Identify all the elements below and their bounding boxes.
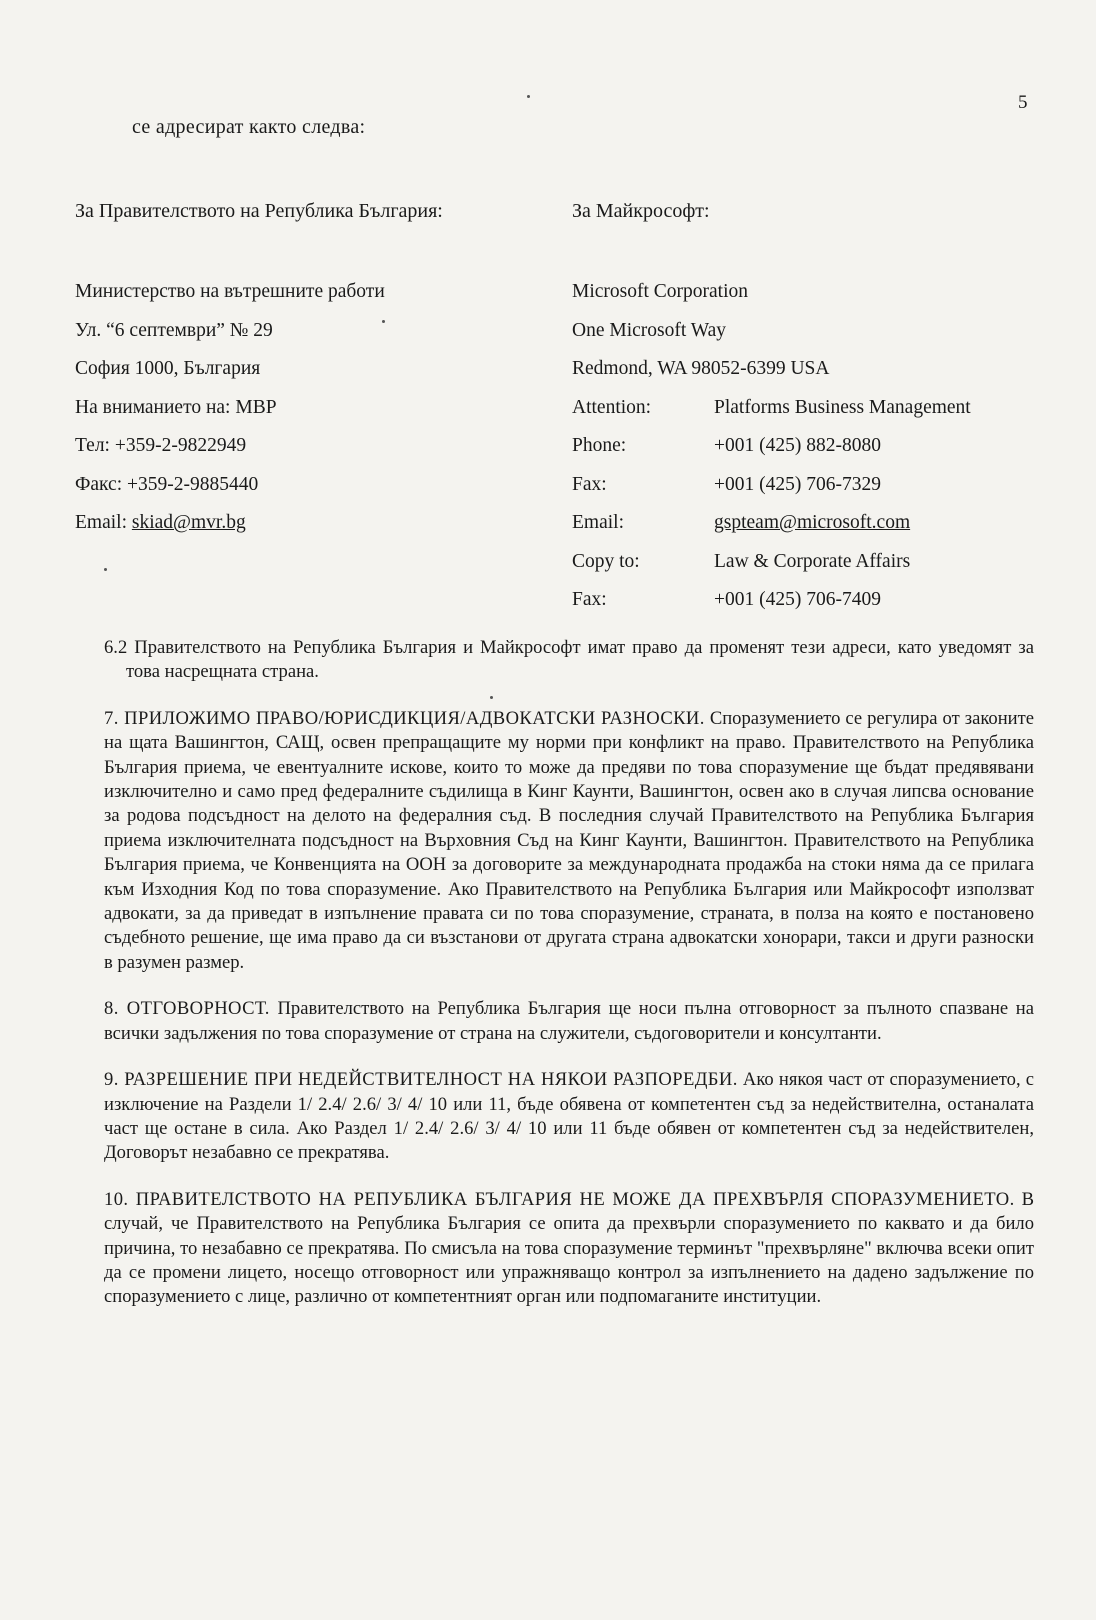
- government-fax: Факс: +359-2-9885440: [75, 473, 259, 495]
- microsoft-copy-row: [572, 550, 1052, 589]
- microsoft-city: Redmond, WA 98052-6399 USA: [572, 358, 830, 379]
- section-9: [104, 1068, 1034, 1166]
- government-email-label: Email:: [75, 512, 127, 533]
- microsoft-company: Microsoft Corporation: [572, 281, 749, 302]
- microsoft-phone-row: [572, 434, 1052, 473]
- field-value: +001 (425) 882-8080: [714, 435, 881, 456]
- field-label: Phone:: [572, 435, 627, 456]
- microsoft-email-link[interactable]: gspteam@microsoft.com: [714, 512, 911, 533]
- section-9-title: 9. РАЗРЕШЕНИЕ ПРИ НЕДЕЙСТВИТЕЛНОСТ НА НЯКОИ РАЗПОРЕДБИ.: [104, 1069, 738, 1091]
- section-8-title: 8. ОТГОВОРНОСТ.: [104, 998, 270, 1020]
- microsoft-address-block: [572, 200, 1052, 627]
- section-10-title: 10. ПРАВИТЕЛСТВОТО НА РЕПУБЛИКА БЪЛГАРИЯ НЕ МОЖЕ ДА ПРЕХВЪРЛЯ СПОРАЗУМЕНИЕТО.: [104, 1188, 1015, 1210]
- government-phone: Тел: +359-2-9822949: [75, 435, 247, 456]
- microsoft-fax-row: [572, 473, 1052, 512]
- section-8-body: Правителството на Република България ще носи пълна отговорност за пълното спазване на всички задължения по това споразумение от страна на служители, съдоговорители и консултанти.: [104, 998, 1034, 1044]
- page-number: 5: [1018, 92, 1028, 113]
- microsoft-street: One Microsoft Way: [572, 319, 727, 341]
- scan-speck: [527, 95, 530, 98]
- microsoft-copy-fax-row: [572, 588, 1052, 627]
- field-label: Copy to:: [572, 550, 640, 572]
- section-8: [104, 997, 1034, 1046]
- government-email-link[interactable]: skiad@mvr.bg: [131, 512, 246, 533]
- section-7-body: Споразумението се регулира от законите на щата Вашингтон, САЩ, освен препращащите му норми при конфликт на право. Правителството на Република България приема, че евентуалните искове, които то може да предяви по това споразумение ще бъдат предявявани изключително и само пред федералните съдилища в Кинг Каунти, Вашингтон, освен ако в случая липсва основание за родова подсъдност на делото на федералния съд. В последния случай Правителството на Република България приема изключителната подсъдност на Върховния Съд на Кинг Каунти, Вашингтон. Правителството на Република България приема, че Конвенцията на ООН за договорите за международната продажба на стоки няма да се прилага към Изходния Код по това споразумение. Ако Правителството на Република България или Майкрософт използват адвокати, за да приведат в изпълнение правата си по това споразумение, страната, в полза на която е постановено съдебното решение, ще има право да си възстанови от другата страна адвокатски хонорари, такси и други разноски в разумен размер.: [104, 707, 1034, 973]
- field-value: Platforms Business Management: [714, 396, 971, 418]
- government-attention: На вниманието на: МВР: [75, 396, 277, 418]
- government-city: София 1000, България: [75, 358, 261, 379]
- field-label: Fax:: [572, 473, 607, 495]
- section-6-2: 6.2 Правителството на Република България и Майкрософт имат право да променят тези адреси, като уведомят за това насрещната страна.: [104, 637, 1034, 683]
- field-value: Law & Corporate Affairs: [714, 550, 911, 572]
- government-street: Ул. “6 септември” № 29: [75, 319, 273, 341]
- section-7: [104, 707, 1034, 975]
- scan-speck: [104, 568, 107, 571]
- government-ministry: Министерство на вътрешните работи: [75, 281, 385, 302]
- microsoft-attention-row: [572, 396, 1052, 435]
- section-7-title: 7. ПРИЛОЖИМО ПРАВО/ЮРИСДИКЦИЯ/АДВОКАТСКИ РАЗНОСКИ.: [104, 707, 705, 729]
- government-address-block: [75, 200, 535, 550]
- agreement-sections: [104, 636, 1034, 1332]
- field-label: Fax:: [572, 589, 607, 610]
- scan-speck: [490, 696, 493, 699]
- section-10-body: В случай, че Правителството на Република България се опита да прехвърли споразумението по каквато и да било причина, то незабавно се прекратява. По смисъла на това споразумение терминът "прехвърляне" включва всеки опит да се промени лицето, носещо отговорност или упражняващо контрол за изпълнението на дадено задължение по споразумението с лице, различно от компетентният орган или подпомаганите институции.: [104, 1188, 1034, 1308]
- field-value: +001 (425) 706-7409: [714, 589, 881, 610]
- government-heading: За Правителството на Република България:: [75, 200, 443, 222]
- government-email-line: [75, 511, 535, 550]
- field-label: Email:: [572, 512, 624, 533]
- section-10: [104, 1188, 1034, 1310]
- microsoft-heading: За Майкрософт:: [572, 200, 710, 222]
- intro-text: се адресират както следва:: [132, 116, 366, 138]
- field-label: Attention:: [572, 396, 652, 418]
- microsoft-email-row: [572, 511, 1052, 550]
- section-9-body: Ако някоя част от споразумението, с изключение на Раздели 1/ 2.4/ 2.6/ 3/ 4/ 10 или 11, бъде обявена от компетентен съд за недействителна, останалата част ще остане в сила. Ако Раздел 1/ 2.4/ 2.6/ 3/ 4/ 10 или 11 бъде обявен от компетентен съд за недействителен, Договорът незабавно се прекратява.: [104, 1069, 1034, 1164]
- scan-speck: [382, 320, 385, 323]
- field-value: +001 (425) 706-7329: [714, 473, 881, 495]
